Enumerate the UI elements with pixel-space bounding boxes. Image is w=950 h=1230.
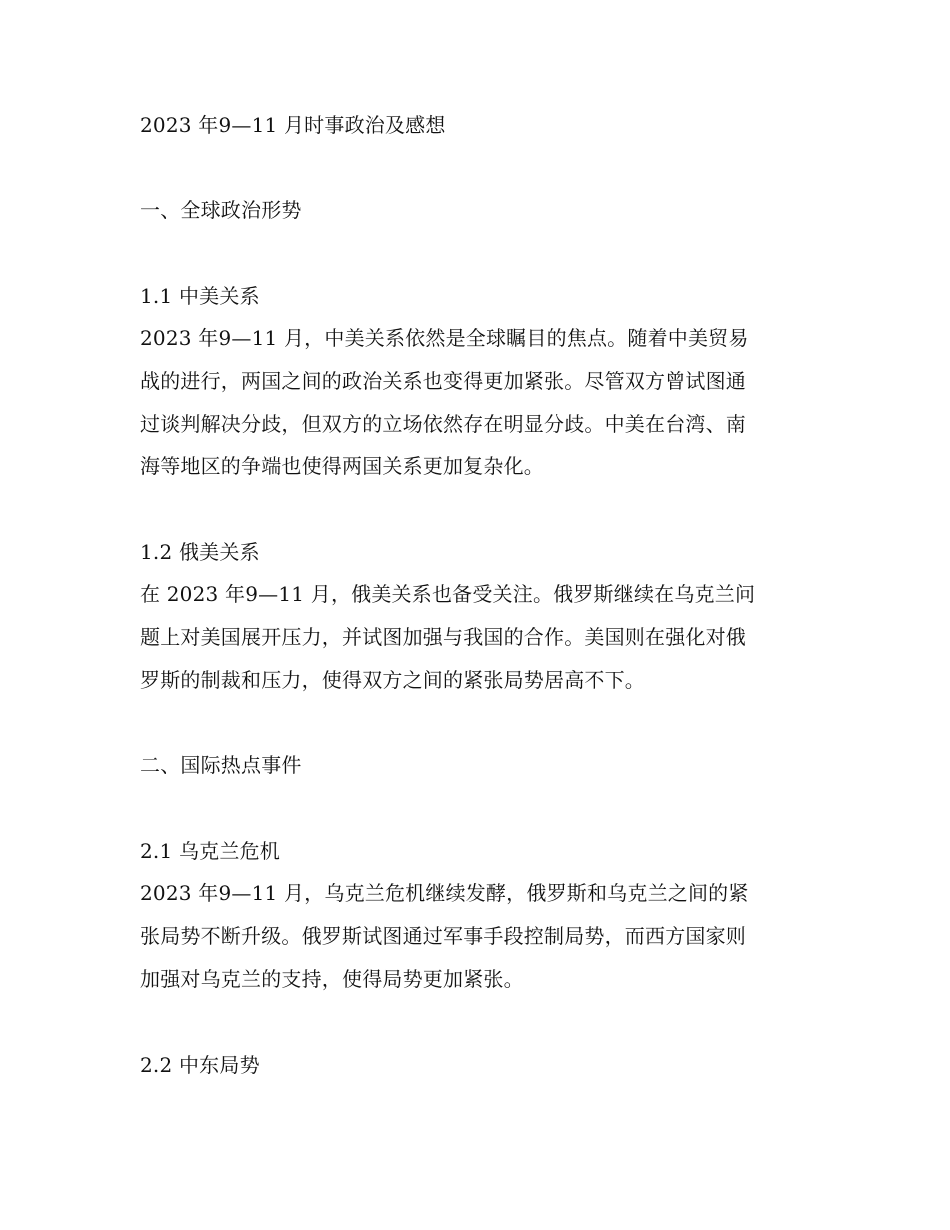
subsection-heading-1-2: 1.2 俄美关系 bbox=[140, 540, 260, 564]
section-heading-1: 一、全球政治形势 bbox=[140, 198, 302, 222]
subsection-heading-2-1: 2.1 乌克兰危机 bbox=[140, 839, 280, 863]
subsection-heading-1-1: 1.1 中美关系 bbox=[140, 284, 260, 308]
paragraph-line: 2023 年9—11 月，乌克兰危机继续发酵，俄罗斯和乌克兰之间的紧 bbox=[140, 881, 749, 905]
paragraph-line: 2023 年9—11 月，中美关系依然是全球瞩目的焦点。随着中美贸易 bbox=[140, 326, 749, 350]
paragraph-line: 海等地区的争端也使得两国关系更加复杂化。 bbox=[140, 454, 544, 478]
paragraph-line: 罗斯的制裁和压力，使得双方之间的紧张局势居高不下。 bbox=[140, 668, 645, 692]
paragraph-line: 题上对美国展开压力，并试图加强与我国的合作。美国则在强化对俄 bbox=[140, 625, 746, 649]
subsection-heading-2-2: 2.2 中东局势 bbox=[140, 1053, 260, 1077]
paragraph-line: 张局势不断升级。俄罗斯试图通过军事手段控制局势，而西方国家则 bbox=[140, 924, 746, 948]
paragraph-line: 在 2023 年9—11 月，俄美关系也备受关注。俄罗斯继续在乌克兰问 bbox=[140, 582, 756, 606]
document-title: 2023 年9—11 月时事政治及感想 bbox=[140, 113, 446, 137]
paragraph-line: 过谈判解决分歧，但双方的立场依然存在明显分歧。中美在台湾、南 bbox=[140, 412, 746, 436]
paragraph-line: 战的进行，两国之间的政治关系也变得更加紧张。尽管双方曾试图通 bbox=[140, 369, 746, 393]
paragraph-line: 加强对乌克兰的支持，使得局势更加紧张。 bbox=[140, 967, 524, 991]
section-heading-2: 二、国际热点事件 bbox=[140, 753, 302, 777]
